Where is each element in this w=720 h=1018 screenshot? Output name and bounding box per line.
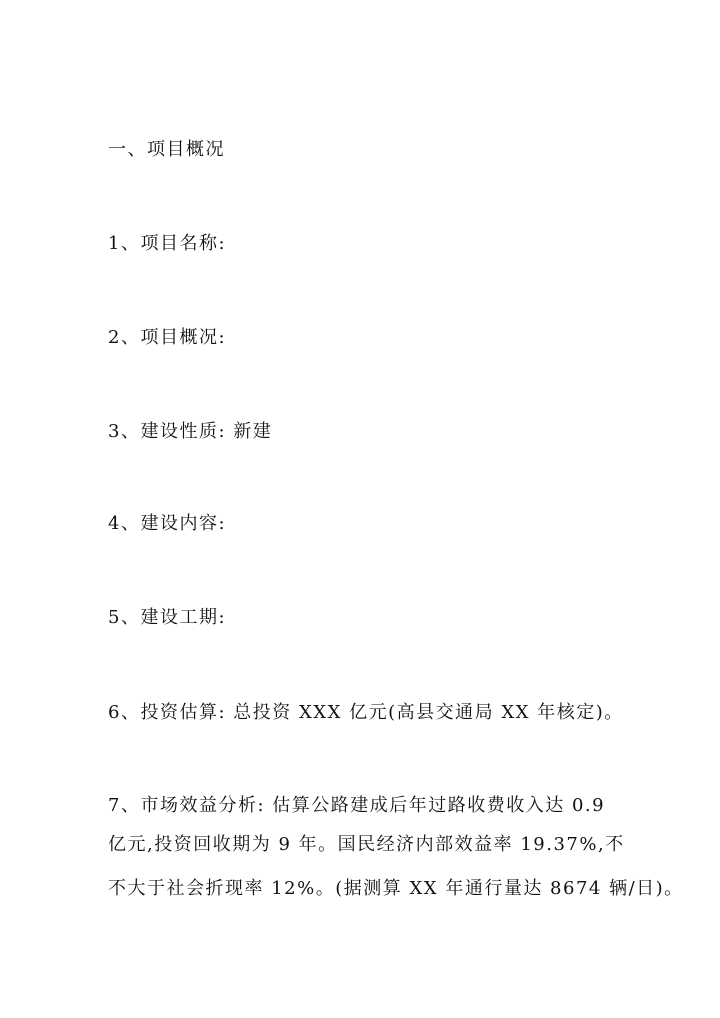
item-construction-period: 5、建设工期: (108, 607, 227, 628)
item-project-overview: 2、项目概况: (108, 327, 227, 348)
item-construction-content: 4、建设内容: (108, 513, 227, 534)
item-project-name: 1、项目名称: (108, 233, 227, 254)
item-construction-nature: 3、建设性质: 新建 (108, 421, 273, 442)
section-heading: 一、项目概况 (108, 139, 225, 160)
item-market-benefit-line-1: 7、市场效益分析: 估算公路建成后年过路收费收入达 0.9 (108, 795, 606, 816)
item-investment-estimate: 6、投资估算: 总投资 XXX 亿元(高县交通局 XX 年核定)。 (108, 702, 624, 723)
item-market-benefit-line-2: 亿元,投资回收期为 9 年。国民经济内部效益率 19.37%,不 (108, 834, 625, 855)
item-market-benefit-line-3: 不大于社会折现率 12%。(据测算 XX 年通行量达 8674 辆/日)。 (108, 878, 684, 899)
